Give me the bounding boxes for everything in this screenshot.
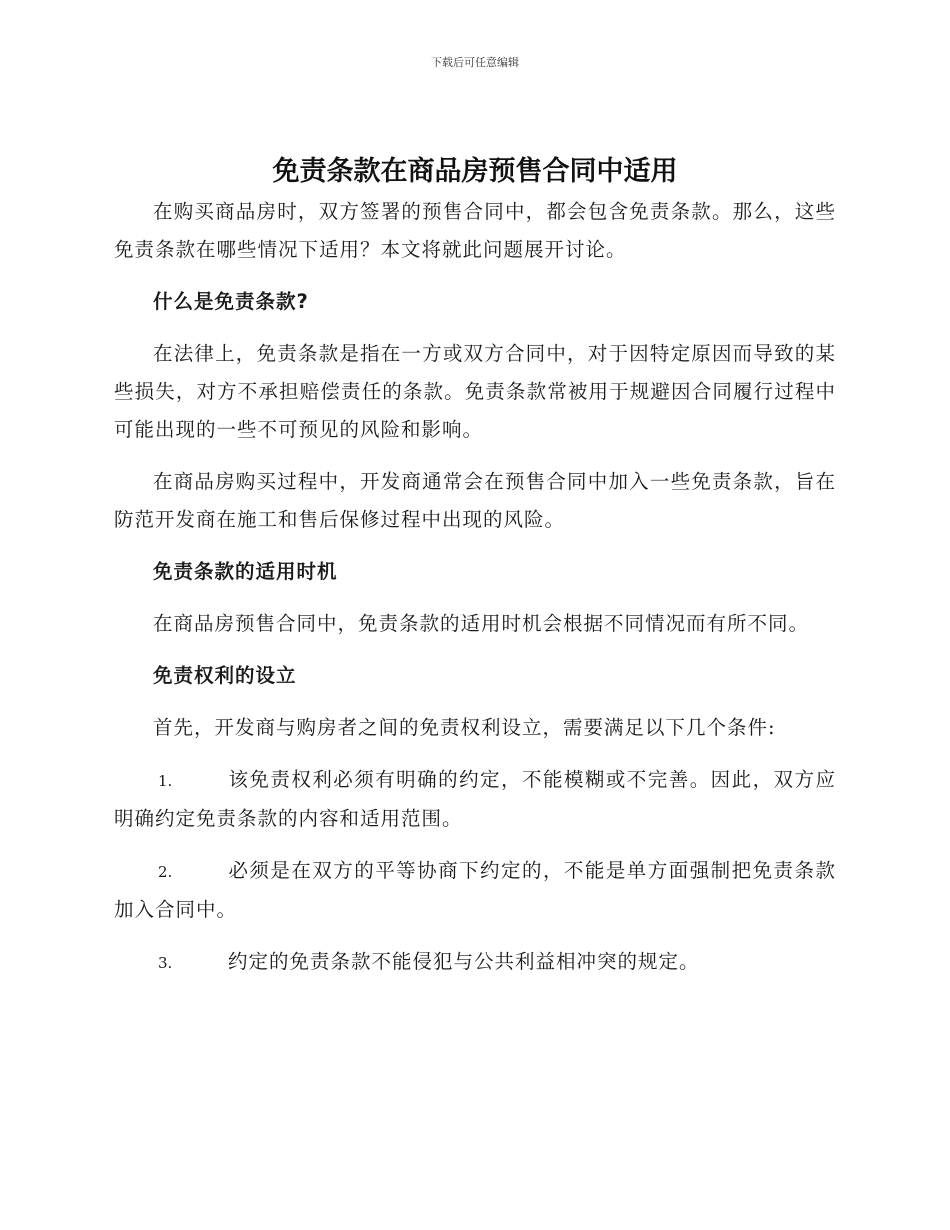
list-item	[114, 761, 836, 838]
list-item	[114, 943, 836, 982]
list-item-text: 该免责权利必须有明确的约定，不能模糊或不完善。因此，双方应明确约定免责条款的内容和适用范围。	[114, 768, 836, 830]
section-heading-what-is: 什么是免责条款?	[153, 290, 309, 313]
document-body	[114, 193, 836, 982]
section3-paragraph-1: 首先，开发商与购房者之间的免责权利设立，需要满足以下几个条件:	[153, 716, 776, 739]
section1-paragraph-2: 在商品房购买过程中，开发商通常会在预售合同中加入一些免责条款，旨在防范开发商在施工和售后保修过程中出现的风险。	[114, 470, 836, 531]
list-item-number: 3.	[158, 954, 173, 972]
section-heading-rights: 免责权利的设立	[153, 664, 297, 687]
page-header-note: 下载后可任意编辑	[431, 56, 519, 69]
section2-paragraph-1: 在商品房预售合同中，免责条款的适用时机会根据不同情况而有所不同。	[153, 612, 810, 635]
section1-paragraph-1: 在法律上，免责条款是指在一方或双方合同中，对于因特定原因而导致的某些损失，对方不承担赔偿责任的条款。免责条款常被用于规避因合同履行过程中可能出现的一些不可预见的风险和影响。	[114, 342, 836, 441]
list-item	[114, 852, 836, 929]
intro-paragraph: 在购买商品房时，双方签署的预售合同中，都会包含免责条款。那么，这些免责条款在哪些情况下适用？本文将就此问题展开讨论。	[114, 200, 836, 261]
list-item-number: 2.	[158, 863, 173, 881]
list-item-text: 必须是在双方的平等协商下约定的，不能是单方面强制把免责条款加入合同中。	[114, 859, 836, 921]
section-heading-timing: 免责条款的适用时机	[153, 560, 338, 583]
list-item-number: 1.	[158, 772, 173, 790]
list-item-text: 约定的免责条款不能侵犯与公共利益相冲突的规定。	[228, 950, 700, 973]
document-title: 免责条款在商品房预售合同中适用	[272, 156, 678, 187]
